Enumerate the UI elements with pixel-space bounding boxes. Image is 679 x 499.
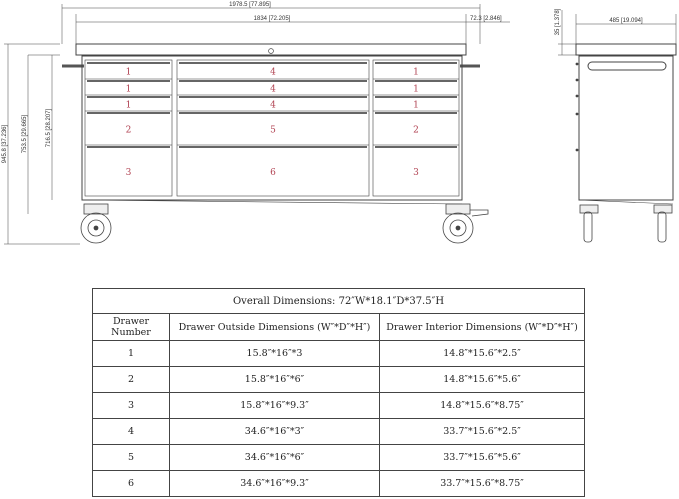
drawer-number-label: 4: [270, 84, 276, 95]
dim-height-mid: 753.5 [29.665]: [22, 114, 28, 154]
cell-outside: 15.8″*16″*6″: [170, 367, 380, 393]
drawer-number-label: 1: [413, 67, 419, 78]
cell-outside: 34.6″*16″*3″: [170, 419, 380, 445]
dim-handle-extension: 72.3 [2.846]: [470, 16, 502, 22]
table-row: [93, 445, 585, 471]
dim-body-width: 1834 [72.205]: [253, 16, 291, 22]
cell-interior: 33.7″*15.6″*8.75″: [380, 471, 585, 497]
drawer-number-label: 4: [270, 100, 276, 111]
cell-drawer-number: 1: [93, 341, 170, 367]
drawer-number-label: 3: [125, 168, 132, 178]
cell-interior: 33.7″*15.6″*5.6″: [380, 445, 585, 471]
drawer-number-label: 6: [270, 168, 276, 178]
cell-drawer-number: 3: [93, 393, 170, 419]
header-drawer-number: Drawer Number: [93, 314, 170, 341]
drawer-number-label: 1: [413, 84, 419, 95]
header-interior-dimensions: Drawer Interior Dimensions (W″*D″*H″): [380, 314, 585, 341]
drawer-number-label: 2: [125, 125, 132, 136]
cell-drawer-number: 5: [93, 445, 170, 471]
cell-interior: 14.8″*15.6″*8.75″: [380, 393, 585, 419]
drawer-number-label: 4: [270, 67, 276, 78]
table-row: [93, 393, 585, 419]
dim-overall-width: 1978.5 [77.895]: [229, 2, 271, 8]
dim-total-height: 945.8 [37.236]: [2, 124, 8, 164]
dim-top-thickness: 35 [1.378]: [555, 8, 561, 36]
dim-height-body: 716.5 [28.207]: [46, 108, 52, 148]
drawer-number-label: 2: [413, 125, 419, 136]
cell-outside: 15.8″*16″*9.3″: [170, 393, 380, 419]
drawer-number-label: 3: [413, 168, 419, 178]
cell-drawer-number: 6: [93, 471, 170, 497]
drawer-number-label: 1: [125, 100, 132, 111]
cell-interior: 33.7″*15.6″*2.5″: [380, 419, 585, 445]
header-outside-dimensions: Drawer Outside Dimensions (W″*D″*H″): [170, 314, 380, 341]
cell-outside: 34.6″*16″*6″: [170, 445, 380, 471]
drawer-number-label: 5: [270, 125, 276, 136]
cell-outside: 15.8″*16″*3: [170, 341, 380, 367]
drawer-number-label: 1: [125, 67, 132, 78]
drawer-number-label: 1: [125, 84, 132, 95]
table-title: Overall Dimensions: 72″W*18.1″D*37.5″H: [93, 289, 585, 314]
cell-interior: 14.8″*15.6″*5.6″: [380, 367, 585, 393]
drawer-dimensions-table: [92, 288, 585, 497]
dim-side-depth: 485 [19.094]: [609, 18, 643, 24]
table-row: [93, 341, 585, 367]
table-row: [93, 419, 585, 445]
cell-interior: 14.8″*15.6″*2.5″: [380, 341, 585, 367]
table-row: [93, 367, 585, 393]
cell-outside: 34.6″*16″*9.3″: [170, 471, 380, 497]
table-row: [93, 471, 585, 497]
cell-drawer-number: 2: [93, 367, 170, 393]
drawer-number-label: 1: [413, 100, 419, 111]
cell-drawer-number: 4: [93, 419, 170, 445]
